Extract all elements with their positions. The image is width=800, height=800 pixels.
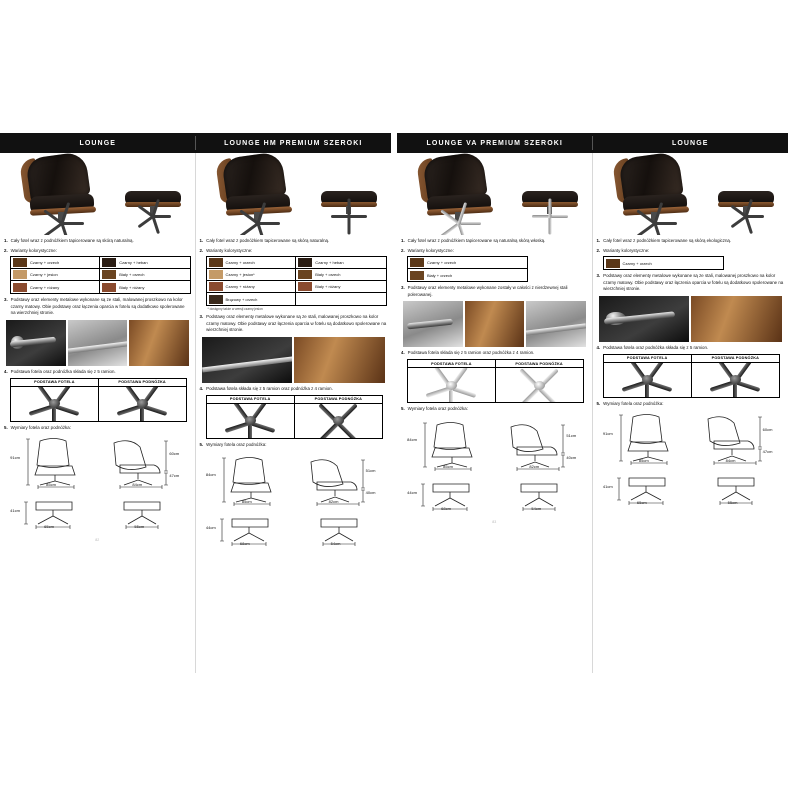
swatch-row	[100, 269, 189, 281]
swatch-row	[604, 257, 724, 269]
base-table-header-ottoman: PODSTAWA PODNÓŻKA	[711, 356, 760, 361]
swatch-row	[207, 293, 297, 305]
swatch-chip	[298, 270, 312, 279]
swatch-chip	[102, 283, 116, 292]
base-image-chair	[207, 404, 295, 438]
dimension-label-ottoman-width2: 55cm	[727, 500, 738, 506]
dimension-drawings	[405, 415, 586, 516]
spec-text: Warianty kolorystyczne:	[603, 247, 650, 253]
swatch-row	[11, 281, 100, 293]
page-number-filler	[200, 554, 388, 557]
swatch-label: Czarny + jesion	[30, 272, 58, 278]
detail-photo-strip	[599, 296, 783, 342]
detail-photo-wood	[691, 296, 782, 342]
dimension-label-seat-back: 51cm	[365, 468, 376, 474]
spec-item-4	[597, 345, 785, 352]
swatch-label: Biały + orzech	[427, 272, 453, 278]
column-lounge-hm-premium	[196, 153, 392, 673]
swatch-chip	[298, 282, 312, 291]
swatch-label: Czarny + orzech	[225, 260, 255, 266]
dimension-label-width: 85cm	[638, 458, 649, 464]
spec-text: Cały fotel wraz z podnóżkiem tapicerowane są skórą naturalną.	[206, 238, 330, 243]
spec-item-4	[4, 369, 191, 376]
product-photo-lounge-hm	[200, 153, 388, 235]
swatch-row	[100, 281, 189, 293]
dimension-figure-ottoman-front	[603, 470, 689, 510]
dimension-figure-chair-front	[603, 409, 689, 467]
detail-photo-arm	[599, 296, 690, 342]
spec-number: 5.	[4, 424, 8, 430]
swatch-label: Czarny + różany	[30, 284, 60, 290]
dimension-label-ottoman-height: 44cm	[407, 489, 417, 495]
dimension-label-ottoman-width: 65cm	[44, 524, 54, 530]
spec-item-2	[597, 248, 785, 255]
base-comparison-table	[603, 354, 781, 398]
spec-item-3	[597, 273, 785, 293]
sheet-right-header-bar	[397, 133, 788, 153]
lounge-eco-chair-illustration	[603, 155, 715, 231]
spec-text: Cały fotel wraz z podnóżkiem tapicerowane są skórą ekologiczną.	[603, 238, 732, 243]
dimension-row-ottoman	[8, 494, 189, 534]
swatch-chip	[13, 258, 27, 267]
swatch-row	[11, 269, 100, 281]
catalog-spread	[0, 133, 800, 673]
base-image-chair	[408, 368, 496, 402]
spec-number: 3.	[401, 285, 405, 291]
dimension-figure-ottoman-top	[694, 470, 780, 510]
dimension-row-chair	[601, 409, 783, 467]
header-title-lounge: LOUNGE	[0, 133, 196, 153]
swatch-row	[11, 257, 100, 269]
header-title-lounge-hm-premium: LOUNGE HM PREMIUM SZEROKI	[224, 139, 363, 147]
product-photo-lounge	[4, 153, 191, 235]
lounge-chair-illustration	[10, 155, 122, 231]
swatch-row	[100, 257, 189, 269]
base-table-header-chair: PODSTAWA FOTELA	[11, 379, 99, 386]
swatch-chip	[298, 258, 312, 267]
base-image-ottoman	[295, 404, 382, 438]
ottoman-illustration	[718, 187, 776, 227]
base-table-header-ottoman: PODSTAWA PODNÓŻKA	[314, 397, 363, 402]
dimension-figure-ottoman-front	[10, 494, 96, 534]
detail-photo-wood	[294, 337, 385, 383]
spec-text: Warianty kolorystyczne:	[407, 247, 454, 253]
dimension-label-depth: 40cm	[566, 454, 577, 460]
dimension-label-width: 85cm	[443, 463, 453, 469]
detail-photo-base	[68, 320, 128, 366]
swatch-chip	[209, 282, 223, 291]
dimension-row-chair	[204, 450, 386, 508]
ottoman-illustration	[522, 187, 580, 227]
spec-item-2	[200, 248, 388, 255]
base-comparison-table	[10, 378, 187, 422]
spec-number: 2.	[596, 247, 601, 253]
dimension-label-depth: 47cm	[169, 473, 180, 479]
dimension-label-ottoman-height: 41cm	[602, 484, 613, 490]
swatch-label: Czarny + heban	[119, 260, 148, 266]
dimension-label-seat-back: 51cm	[566, 432, 577, 438]
spec-text: Podstawy oraz elementy metalowe wykonane są ze stali, malowanej proszkowo na kolor czarny matowy. Obie podstawy oraz łączenia oparcia w fotelu są dodatkowo spolerowane na wierzchniej stronie.	[206, 314, 387, 333]
dimension-label-chair-depth: 84cm	[132, 482, 143, 488]
spec-text: Wymiary fotela oraz podnóżka:	[603, 400, 664, 406]
swatch-row	[296, 281, 386, 293]
base-comparison-table	[206, 395, 384, 439]
swatch-row	[207, 281, 297, 293]
dimension-row-ottoman	[204, 511, 386, 551]
dimension-figure-ottoman-front	[206, 511, 292, 551]
swatch-row-empty	[296, 293, 386, 305]
spec-text: Warianty kolorystyczne:	[10, 247, 57, 253]
dimension-label-height: 91cm	[10, 455, 20, 461]
dimension-figure-ottoman-front	[407, 476, 493, 516]
spec-text: Cały fotel wraz z podnóżkiem tapicerowane są skórą naturalną.	[10, 238, 134, 243]
dimension-label-seat-back: 60cm	[762, 427, 773, 433]
lounge-va-chair-illustration	[407, 155, 519, 231]
sheet-left-header-bar	[0, 133, 391, 153]
base-table-header-ottoman: PODSTAWA PODNÓŻKA	[118, 380, 166, 385]
catalog-sheet-left	[0, 133, 391, 673]
base-table-header-ottoman: PODSTAWA PODNÓŻKA	[515, 361, 563, 366]
spec-item-4	[401, 350, 588, 357]
swatch-chip	[410, 258, 424, 267]
base-image-ottoman	[692, 363, 779, 397]
spec-number: 2.	[199, 247, 204, 253]
dimension-label-height: 91cm	[602, 431, 613, 437]
spec-text: Wymiary fotela oraz podnóżka:	[407, 406, 468, 412]
base-table-header-chair: PODSTAWA FOTELA	[604, 355, 692, 362]
dimension-row-ottoman	[601, 470, 783, 510]
dimension-label-ottoman-width2: 55cm	[134, 524, 145, 530]
swatch-label: Czarny + heban	[315, 260, 344, 266]
spec-number: 1.	[596, 238, 601, 243]
swatch-label: Czarny + orzech	[622, 260, 652, 266]
swatch-chip	[606, 259, 620, 268]
swatch-label: Czarny + orzech	[30, 260, 60, 266]
spec-text: Cały fotel wraz z podnóżkiem tapicerowane są naturalną skórą włoską.	[407, 238, 546, 243]
spec-text: Wymiary fotela oraz podnóżka:	[10, 424, 71, 430]
dimension-figure-ottoman-top	[100, 494, 186, 534]
spec-text: Wymiary fotela oraz podnóżka:	[206, 441, 267, 447]
base-image-chair	[604, 363, 692, 397]
dimension-label-height: 84cm	[407, 436, 417, 442]
swatch-chip	[102, 258, 116, 267]
spec-number: 1.	[4, 238, 8, 243]
spec-text: Warianty kolorystyczne:	[206, 247, 253, 253]
dimension-label-ottoman-height: 44cm	[205, 525, 216, 531]
spec-text: Podstawy oraz elementy metalowe wykonane są ze stali, malowanej proszkowo na kolor czarny matowy. Obie podstawy oraz łączenia oparcia w fotelu są dodatkowo spolerowane na wierzchniej stronie.	[10, 297, 185, 316]
dimension-label-width: 85cm	[241, 499, 252, 505]
swatch-label: Biały + różany	[315, 284, 341, 290]
base-table-header-chair: PODSTAWA FOTELA	[408, 360, 496, 367]
spec-item-3	[401, 285, 588, 298]
spec-number: 1.	[199, 238, 204, 243]
spec-text: Podstawa fotela składa się z 5 ramion oraz podnóżka z 4 ramion.	[407, 350, 535, 356]
page-number-filler	[597, 513, 785, 516]
swatch-footnote: * dostępny także w wersji czarny jesion	[207, 307, 263, 312]
dimension-figure-chair-front	[206, 450, 292, 508]
spec-number: 4.	[596, 345, 601, 351]
dimension-figure-chair-side	[100, 433, 186, 491]
header-title-lounge-eco: LOUNGE	[671, 139, 709, 147]
ottoman-illustration	[321, 187, 379, 227]
dimension-label-depth: 47cm	[762, 449, 773, 455]
dimension-label-width: 85cm	[46, 482, 56, 488]
swatch-label: Czarny + różany	[225, 284, 255, 290]
spec-item-1	[597, 238, 785, 245]
spec-item-1	[200, 238, 388, 245]
dimension-label-chair-depth: 82cm	[328, 499, 339, 505]
swatch-label: Biały + orzech	[119, 272, 145, 278]
dimension-label-height: 84cm	[205, 472, 216, 478]
swatch-label: Czarny + jesion*	[225, 272, 255, 278]
spec-item-3	[200, 314, 388, 334]
column-lounge-va-premium	[397, 153, 593, 673]
dimension-drawings	[601, 409, 783, 510]
spec-number: 1.	[401, 238, 405, 243]
dimension-label-seat-back: 60cm	[169, 451, 180, 457]
spec-item-2	[401, 248, 588, 255]
detail-photo-steel	[526, 301, 586, 347]
dimension-label-chair-depth: 84cm	[725, 458, 736, 464]
color-swatch-table	[407, 256, 528, 282]
dimension-figure-chair-front	[407, 415, 493, 473]
lounge-hm-chair-illustration	[206, 155, 318, 231]
swatch-chip	[209, 295, 223, 304]
dimension-row-chair	[405, 415, 586, 473]
detail-photo-strip	[403, 301, 586, 347]
column-lounge-eco	[593, 153, 789, 673]
spec-number: 3.	[199, 314, 204, 320]
swatch-chip	[209, 270, 223, 279]
spec-number: 2.	[4, 247, 8, 253]
swatch-chip	[13, 283, 27, 292]
base-image-ottoman	[99, 387, 186, 421]
dimension-label-ottoman-width: 68cm	[441, 505, 451, 511]
dimension-label-chair-depth: 82cm	[529, 463, 540, 469]
spec-text: Podstawa fotela oraz podnóżka składa się z 5 ramion.	[10, 369, 116, 375]
spec-number: 3.	[4, 297, 8, 303]
spec-number: 4.	[401, 350, 405, 356]
spec-item-2	[4, 248, 191, 255]
dimension-row-ottoman	[405, 476, 586, 516]
detail-photo-strip	[202, 337, 386, 383]
page-number-left: 82	[95, 538, 100, 543]
swatch-row	[207, 269, 297, 281]
swatch-chip	[13, 270, 27, 279]
color-swatch-table	[10, 256, 191, 294]
detail-photo-arm	[6, 320, 66, 366]
base-image-ottoman	[496, 368, 583, 402]
spec-number: 4.	[199, 386, 204, 392]
catalog-sheet-right	[397, 133, 788, 673]
spec-item-5	[4, 425, 191, 432]
swatch-chip	[102, 270, 116, 279]
color-swatch-table	[206, 256, 388, 306]
spec-item-5	[401, 406, 588, 413]
detail-photo-base	[403, 301, 463, 347]
dimension-figure-chair-side	[497, 415, 583, 473]
spec-text: Podstawa fotela oraz podnóżka składa się z 5 ramion.	[603, 345, 709, 351]
swatch-row	[296, 269, 386, 281]
dimension-figure-ottoman-top	[497, 476, 583, 516]
spec-text: Podstawy oraz elementy metalowe wykonane zostały w całości z nierdzewnej stali polerowanej.	[407, 285, 568, 297]
swatch-label: Czarny + orzech	[427, 260, 457, 266]
detail-photo-arm	[202, 337, 293, 383]
spec-number: 5.	[596, 400, 601, 406]
dimension-drawings	[8, 433, 189, 534]
dimension-label-ottoman-width: 65cm	[636, 500, 647, 506]
base-table-header-chair: PODSTAWA FOTELA	[207, 396, 295, 403]
swatch-label: Biały + orzech	[315, 272, 341, 278]
dimension-label-ottoman-width: 68cm	[239, 541, 250, 547]
dimension-figure-chair-front	[10, 433, 96, 491]
detail-photo-strip	[6, 320, 189, 366]
spec-item-1	[401, 238, 588, 245]
dimension-figure-ottoman-top	[297, 511, 383, 551]
detail-photo-wood	[129, 320, 189, 366]
swatch-label: Biały + różany	[119, 284, 145, 290]
spec-text: Podstawy oraz elementy metalowe wykonane są ze stali, malowanej proszkowo na kolor czarny matowy. Obie podstawy oraz łączenia oparcia w fotelu są dodatkowo spolerowane na wierzchniej stronie.	[603, 273, 784, 292]
color-swatch-table	[603, 256, 725, 270]
product-photo-lounge-va	[401, 153, 588, 235]
swatch-label: Brązowy + orzech	[225, 296, 258, 302]
product-photo-lounge-eco	[597, 153, 785, 235]
swatch-row	[408, 269, 527, 281]
spec-number: 3.	[596, 273, 601, 279]
dimension-figure-chair-side	[694, 409, 780, 467]
spec-number: 2.	[401, 247, 405, 253]
swatch-row	[408, 257, 527, 269]
swatch-row	[207, 257, 297, 269]
swatch-chip	[410, 271, 424, 280]
spec-number: 5.	[199, 441, 204, 447]
spec-item-5	[200, 442, 388, 449]
spec-item-1	[4, 238, 191, 245]
base-image-chair	[11, 387, 99, 421]
spec-number: 5.	[401, 406, 405, 412]
dimension-label-ottoman-width2: 54cm	[531, 505, 542, 511]
dimension-label-ottoman-height: 41cm	[10, 508, 20, 514]
dimension-figure-chair-side	[297, 450, 383, 508]
header-title-lounge-va-premium: LOUNGE VA PREMIUM SZEROKI	[397, 133, 593, 153]
dimension-label-ottoman-width2: 54cm	[330, 541, 341, 547]
column-lounge	[0, 153, 196, 673]
detail-photo-wood	[465, 301, 525, 347]
spec-item-4	[200, 386, 388, 393]
spec-text: Podstawa fotela składa się z 5 ramion oraz podnóżka z 4 ramion.	[206, 386, 333, 392]
dimension-row-chair	[8, 433, 189, 491]
spec-item-5	[597, 401, 785, 408]
swatch-row	[296, 257, 386, 269]
base-comparison-table	[407, 359, 584, 403]
spec-item-3	[4, 297, 191, 317]
page-number-right: 83	[492, 519, 497, 524]
dimension-label-depth: 40cm	[365, 490, 376, 496]
spec-number: 4.	[4, 369, 8, 375]
ottoman-illustration	[125, 187, 183, 227]
swatch-chip	[209, 258, 223, 267]
dimension-drawings	[204, 450, 386, 551]
